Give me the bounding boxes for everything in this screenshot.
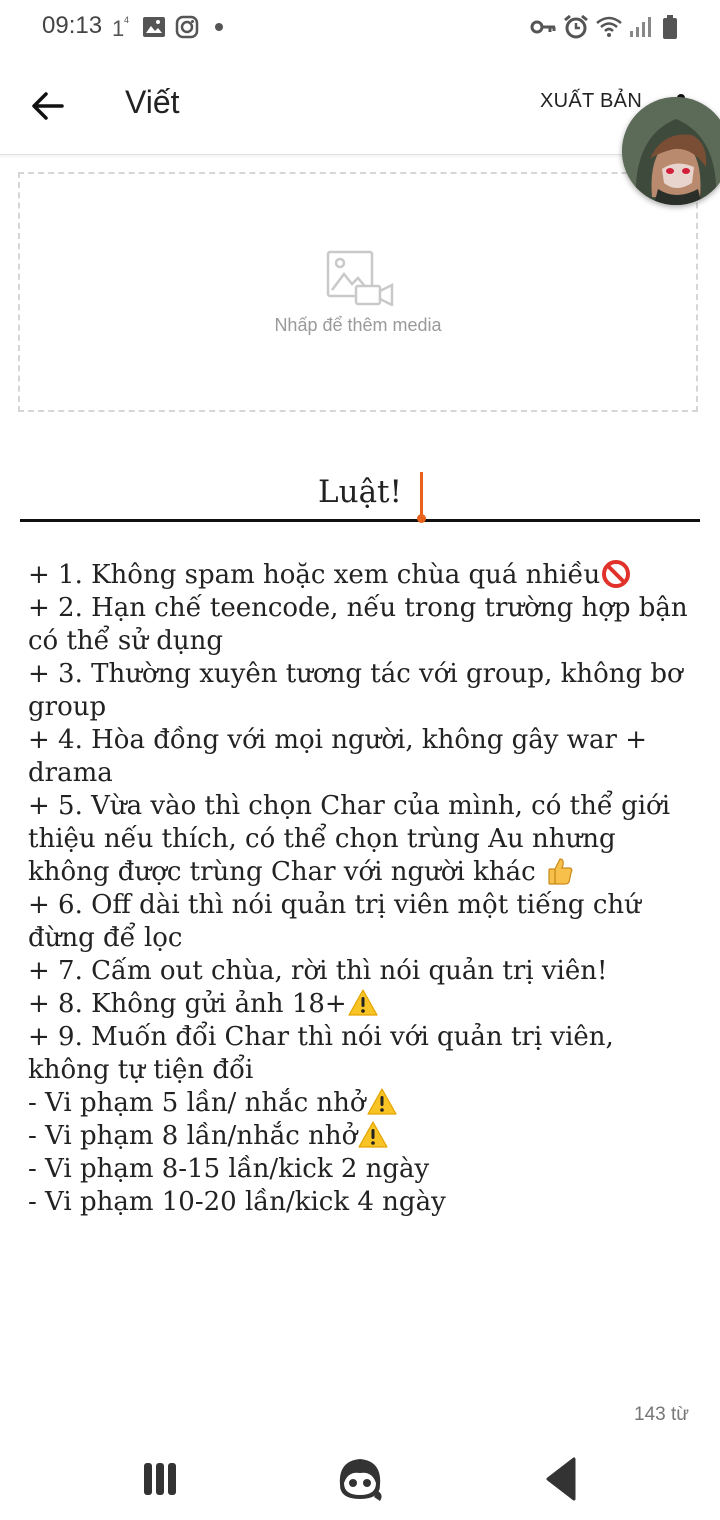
avatar[interactable] [622, 97, 720, 205]
post-body-line-text: có thể sử dụng [28, 626, 224, 656]
post-body-line-text: + 3. Thường xuyên tương tác với group, không bơ [28, 659, 683, 689]
battery-icon [662, 14, 678, 40]
post-body-line [28, 559, 700, 592]
post-body-line [28, 1120, 700, 1153]
gallery-icon [142, 14, 166, 40]
post-body-line [28, 790, 700, 823]
recent-apps-icon[interactable] [130, 1454, 190, 1504]
post-body-line [28, 1186, 700, 1219]
post-body-line-text: + 6. Off dài thì nói quản trị viên một tiếng chứ [28, 890, 641, 920]
post-body-editor[interactable] [28, 559, 700, 1219]
post-body-line [28, 922, 700, 955]
post-body-line-text: - Vi phạm 8 lần/nhắc nhở [28, 1121, 358, 1151]
post-body-line [28, 658, 700, 691]
post-title-field[interactable] [20, 470, 700, 522]
post-body-line-text: không tự tiện đổi [28, 1055, 254, 1085]
post-body-line [28, 988, 700, 1021]
warning-emoji [367, 1087, 397, 1117]
cursor-handle[interactable] [417, 514, 426, 523]
status-time: 09:13 [42, 12, 103, 39]
dot-icon [214, 14, 224, 40]
image-video-icon [326, 250, 396, 306]
post-body-line-text: + 7. Cấm out chùa, rời thì nói quản trị viên! [28, 956, 608, 986]
key-icon [530, 14, 556, 40]
post-body-line-text: group [28, 692, 107, 722]
notification-count-icon [112, 14, 134, 40]
post-body-line-text: + 9. Muốn đổi Char thì nói với quản trị viên, [28, 1022, 614, 1052]
post-body-line [28, 856, 700, 889]
signal-icon [628, 14, 652, 40]
thumbs-up-emoji [545, 856, 575, 886]
post-body-line-text: đừng để lọc [28, 923, 183, 953]
svg-text:1: 1 [112, 16, 125, 40]
no-entry-emoji [601, 559, 631, 589]
post-body-line-text: không được trùng Char với người khác [28, 857, 544, 887]
post-body-line-text: thiệu nếu thích, có thể chọn trùng Au nhưng [28, 824, 616, 854]
post-body-line [28, 1153, 700, 1186]
wifi-icon [595, 14, 623, 40]
instagram-icon [175, 14, 199, 40]
post-title-text: Luật! [318, 474, 402, 510]
post-body-line-text: - Vi phạm 10-20 lần/kick 4 ngày [28, 1187, 446, 1217]
post-body-line-text: + 2. Hạn chế teencode, nếu trong trường hợp bận [28, 593, 688, 623]
system-nav-bar [0, 1436, 720, 1520]
post-body-line [28, 823, 700, 856]
alarm-icon [563, 14, 589, 40]
post-body-line-text: + 1. Không spam hoặc xem chùa quá nhiều [28, 560, 601, 590]
svg-text:4: 4 [124, 15, 130, 25]
post-body-line-text: + 4. Hòa đồng với mọi người, không gây war + [28, 725, 647, 755]
post-body-line [28, 691, 700, 724]
post-body-line [28, 1087, 700, 1120]
text-cursor [420, 472, 423, 520]
page-title: Viết [125, 84, 180, 120]
post-body-line-text: - Vi phạm 5 lần/ nhắc nhở [28, 1088, 366, 1118]
warning-emoji [358, 1120, 388, 1150]
publish-button[interactable]: XUẤT BẢN [540, 90, 643, 112]
post-body-line-text: + 5. Vừa vào thì chọn Char của mình, có thể giới [28, 791, 671, 821]
back-arrow-icon[interactable] [28, 86, 68, 126]
post-body-line-text: + 8. Không gửi ảnh 18+ [28, 989, 347, 1019]
back-icon[interactable] [532, 1454, 592, 1504]
post-body-line [28, 757, 700, 790]
post-body-line-text: - Vi phạm 8-15 lần/kick 2 ngày [28, 1154, 430, 1184]
status-bar [0, 0, 720, 56]
app-bar [0, 56, 720, 155]
post-body-line [28, 1021, 700, 1054]
post-body-line [28, 724, 700, 757]
post-body-line [28, 592, 700, 625]
post-body-line [28, 955, 700, 988]
post-body-line-text: drama [28, 758, 113, 788]
post-body-line [28, 889, 700, 922]
warning-emoji [348, 988, 378, 1018]
post-body-line [28, 625, 700, 658]
post-body-line [28, 1054, 700, 1087]
add-media-label: Nhấp để thêm media [274, 315, 442, 335]
add-media-area[interactable] [18, 172, 698, 412]
home-mascot-icon[interactable] [330, 1454, 390, 1504]
word-count: 143 từ [634, 1404, 689, 1425]
